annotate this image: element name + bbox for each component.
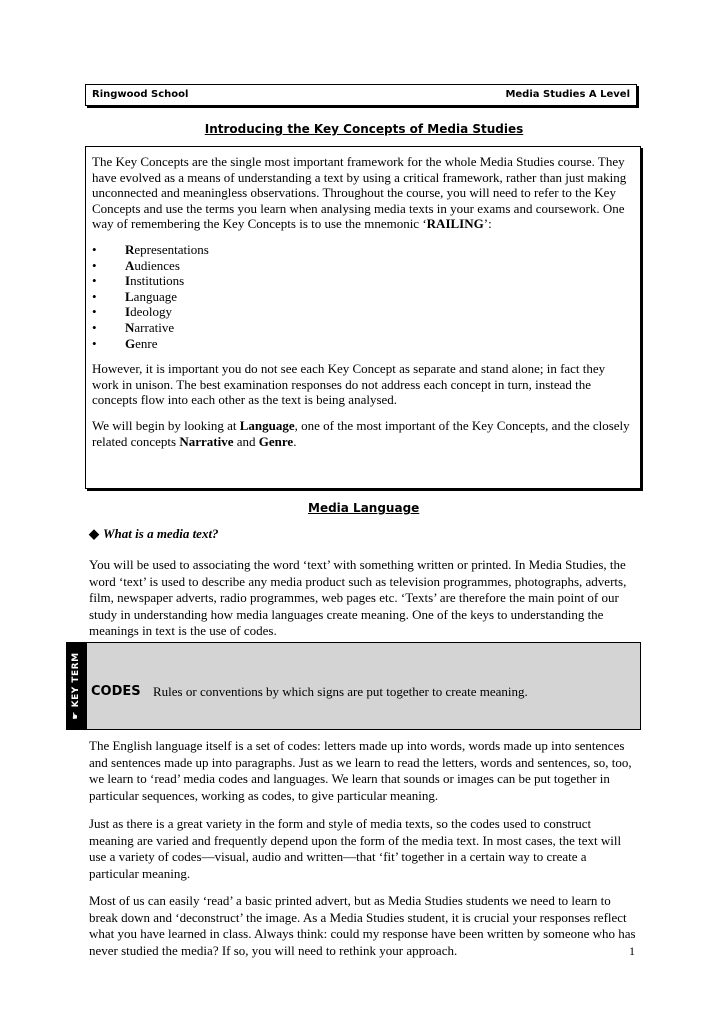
body-paragraph: Most of us can easily ‘read’ a basic printed advert, but as Media Studies students we need to learn to break down and ‘deconstruct’ the image. As a Media Studies student, it is crucial your responses reflect what you have learned in class. Always think: could my response have been written by someone who has never studied the media? If so, you will need to rethink your approach.	[89, 893, 636, 958]
keyterm-box	[86, 642, 641, 730]
keyterm-tab	[66, 642, 86, 730]
bullet-icon: •	[92, 335, 97, 351]
bullet-icon: •	[92, 241, 97, 257]
page-title: Introducing the Key Concepts of Media Studies	[204, 122, 524, 136]
keyterm-term: CODES	[91, 684, 141, 699]
body-paragraph: Just as there is a great variety in the form and style of media texts, so the codes used to construct meaning are varied and frequently depend upon the form of the media text. In most cases, the text will use a variety of codes—visual, audio and written—that ‘fit’ together in a certain way to create a particular meaning.	[89, 816, 622, 881]
section-question: ◆ What is a media text?	[89, 526, 219, 541]
course-name: Media Studies A Level	[505, 89, 630, 100]
bullet-icon: •	[92, 273, 97, 289]
list-item: • Audiences	[92, 257, 180, 273]
intro-paragraph: However, it is important you do not see each Key Concept as separate and stand alone; in fact they work in unison. The best examination responses do not address each concept in turn, instead the concepts flow into each other as the text is being analysed.	[92, 361, 606, 408]
bullet-icon: •	[92, 257, 97, 273]
keyterm-definition: Rules or conventions by which signs are put together to create meaning.	[153, 684, 528, 699]
body-paragraph: The English language itself is a set of codes: letters made up into words, words made up into sentences and sentences made up into paragraphs. Just as we learn to read the letters, words and sentences, so, too, we learn to ‘read’ media codes and languages. We learn that sounds or images can be put together in particular sequences, working as codes, to give particular meaning.	[89, 738, 632, 803]
list-item: • Genre	[92, 335, 158, 351]
body-paragraph: You will be used to associating the word ‘text’ with something written or printed. In Media Studies, the word ‘text’ is used to describe any media product such as television programmes, photographs, adverts, film, newspaper adverts, radio programmes, web pages etc. ‘Texts’ are therefore the main point of our study in understanding how media languages create meaning. One of the keys to understanding the meanings in text is the use of codes.	[89, 557, 627, 638]
mnemonic: RAILING	[426, 216, 484, 232]
list-item: • Narrative	[92, 319, 175, 335]
diamond-icon: ◆	[89, 526, 99, 541]
header-box	[85, 84, 637, 106]
list-item: • Ideology	[92, 304, 172, 320]
school-name: Ringwood School	[92, 89, 189, 100]
intro-paragraph: The Key Concepts are the single most important framework for the whole Media Studies course. They have evolved as a means of understanding a text by using a critical framework, rather than just making unconnected and meaningless observations. Throughout the course, you will need to refer to the Key Concepts and use the terms you learn when analysing media texts in your exams and coursework. One way of remembering the Key Concepts is to use the mnemonic ‘RAILING’:	[92, 154, 627, 232]
key-concepts-list	[92, 242, 634, 351]
list-item: • Language	[92, 288, 177, 304]
intro-paragraph: We will begin by looking at Language, one of the most important of the Key Concepts, and the closely related concepts Narrative and Genre.	[92, 417, 630, 449]
bullet-icon: •	[92, 319, 97, 335]
keyterm-label: ☛ KEY TERM	[71, 652, 81, 720]
bullet-icon: •	[92, 304, 97, 320]
list-item: • Institutions	[92, 273, 185, 289]
section-heading: Media Language	[308, 501, 420, 515]
intro-box	[85, 146, 641, 489]
bullet-icon: •	[92, 288, 97, 304]
list-item: • Representations	[92, 241, 209, 257]
page-number: 1	[629, 944, 635, 958]
